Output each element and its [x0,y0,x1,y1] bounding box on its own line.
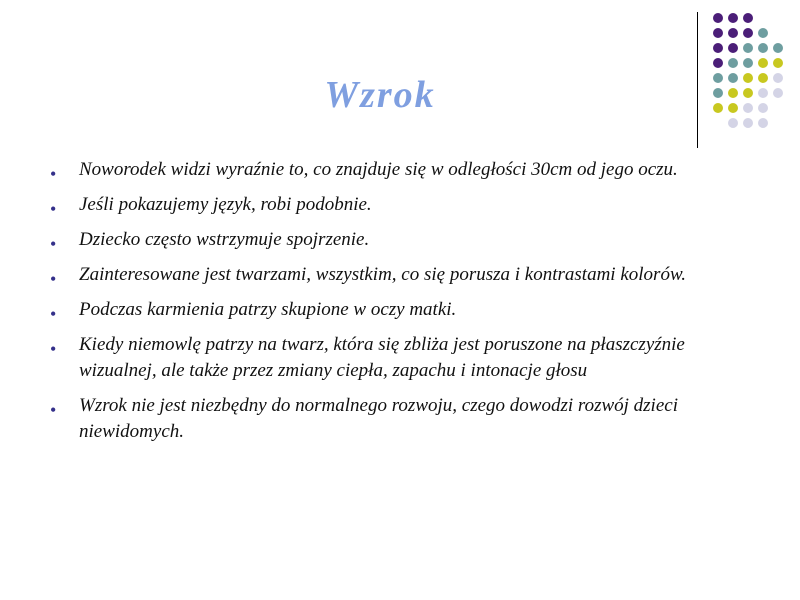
dot [713,88,723,98]
dot [743,43,753,53]
dot [713,58,723,68]
bullet-text: Noworodek widzi wyraźnie to, co znajduje się w odległości 30cm od jego oczu. [79,159,678,180]
bullet-list [50,157,750,454]
bullet-item [50,227,750,253]
dot [773,58,783,68]
dot [743,118,753,128]
dot [773,88,783,98]
dot [758,88,768,98]
bullet-dot: • [50,269,57,289]
bullet-dot: • [50,199,57,219]
bullet-dot: • [50,400,57,420]
dot [713,103,723,113]
bullet-item [50,332,750,384]
dot [728,43,738,53]
bullet-item [50,157,750,183]
bullet-text: Podczas karmienia patrzy skupione w oczy matki. [79,299,457,320]
dot [713,13,723,23]
bullet-dot: • [50,164,57,184]
bullet-item [50,262,750,288]
dot [743,58,753,68]
bullet-text: Wzrok nie jest niezbędny do normalnego rozwoju, czego dowodzi rozwój dzieci niewidomych. [79,395,678,442]
dot [728,118,738,128]
dot [728,73,738,83]
dot [713,43,723,53]
dot [743,28,753,38]
dot [743,103,753,113]
dot [773,43,783,53]
dot [758,118,768,128]
bullet-dot: • [50,304,57,324]
bullet-item [50,192,750,218]
slide-title: Wzrok [324,74,436,116]
bullet-text: Kiedy niemowlę patrzy na twarz, która się zbliża jest poruszone na płaszczyźnie wizualnej, ale także przez zmiany ciepła, zapachu i intonacje głosu [79,334,685,381]
dot [758,28,768,38]
dot [743,88,753,98]
decorative-dot-grid [708,12,788,132]
bullet-dot: • [50,339,57,359]
vertical-divider [697,12,698,148]
dot [728,103,738,113]
dot [728,58,738,68]
bullet-text: Jeśli pokazujemy język, robi podobnie. [79,194,372,215]
bullet-text: Dziecko często wstrzymuje spojrzenie. [79,229,370,250]
bullet-item [50,393,750,445]
dot [773,73,783,83]
dot [728,28,738,38]
dot [743,73,753,83]
dot [713,28,723,38]
bullet-item [50,297,750,323]
dot [728,88,738,98]
dot [713,73,723,83]
dot [758,43,768,53]
bullet-dot: • [50,234,57,254]
dot [758,58,768,68]
dot [743,13,753,23]
bullet-text: Zainteresowane jest twarzami, wszystkim, co się porusza i kontrastami kolorów. [79,264,686,285]
dot [758,73,768,83]
dot [728,13,738,23]
dot [758,103,768,113]
